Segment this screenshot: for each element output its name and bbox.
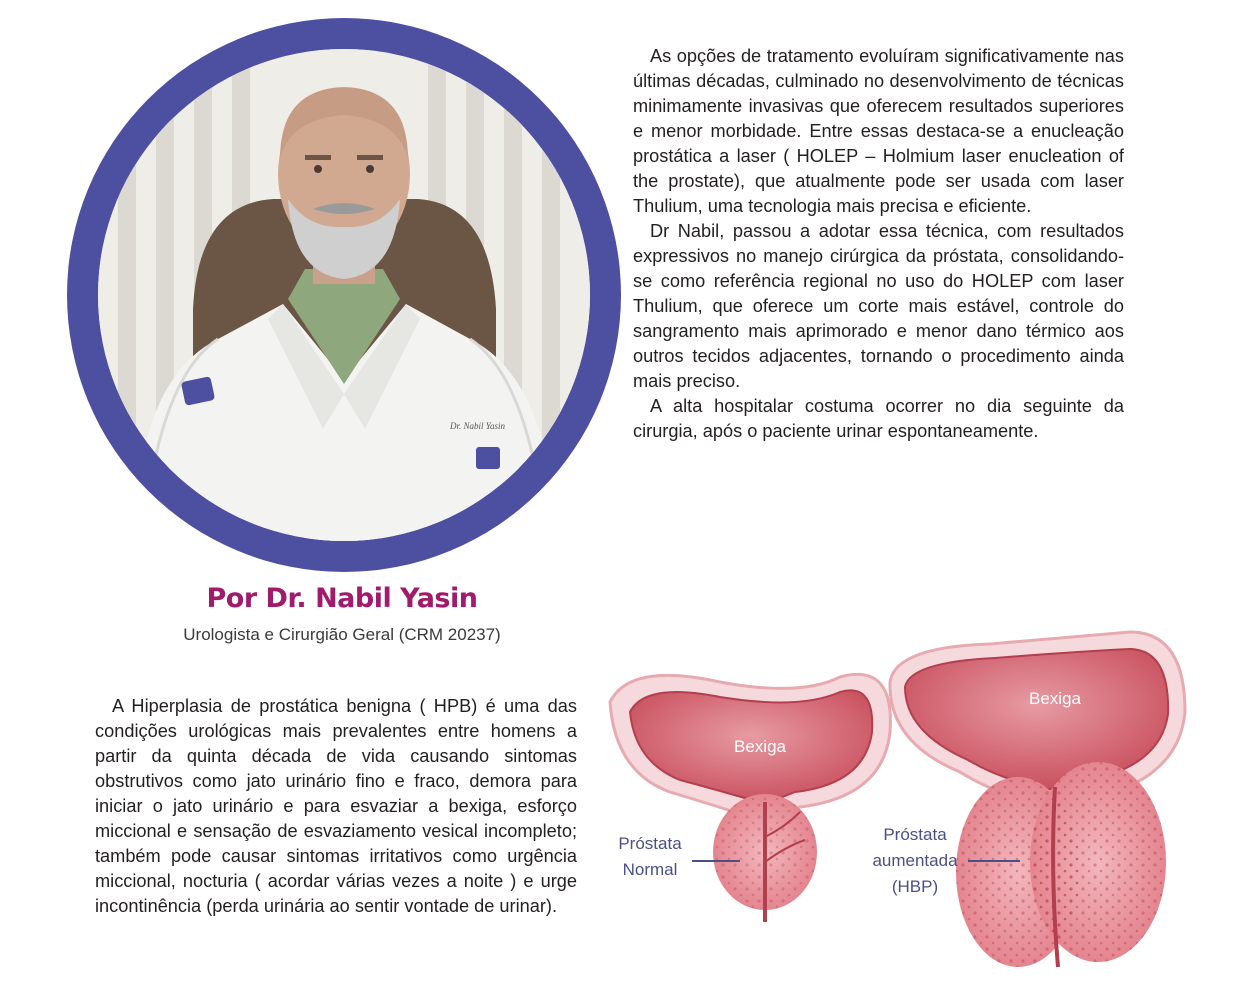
enlarged-anatomy [872, 632, 1185, 967]
enlarged-bladder-label: Bexiga [1029, 689, 1081, 708]
normal-prostate-label-1: Próstata [618, 834, 682, 853]
doctor-photo [98, 49, 590, 541]
prostate-diagram [600, 622, 1200, 982]
normal-anatomy [610, 674, 890, 922]
paragraph: Dr Nabil, passou a adotar essa técnica, com resultados expressivos no manejo cirúrgica da próstata, consolidando-se como referência regional no uso do HOLEP com laser Thulium, que oferece um corte mais estável, controle do sangramento mais aprimorado e menor dano térmico aos outros tecidos adjacentes, tornando o procedimento ainda mais preciso. [633, 221, 1124, 391]
author-role: Urologista e Cirurgião Geral (CRM 20237) [183, 625, 501, 644]
normal-bladder-label: Bexiga [734, 737, 786, 756]
enlarged-prostate-label-3: (HBP) [891, 877, 939, 896]
enlarged-prostate-label-1: Próstata [883, 825, 947, 844]
paragraph: A alta hospitalar costuma ocorrer no dia seguinte da cirurgia, após o paciente urinar espontaneamente. [633, 396, 1124, 441]
coat-embroidery: Dr. Nabil Yasin [450, 421, 505, 431]
enlarged-prostate-label-2: aumentada [872, 851, 958, 870]
article-right-column [633, 44, 1124, 444]
author-name: Por Dr. Nabil Yasin [206, 583, 478, 614]
normal-prostate-label-2: Normal [622, 860, 678, 879]
paragraph: As opções de tratamento evoluíram significativamente nas últimas décadas, culminado no desenvolvimento de técnicas minimamente invasivas que oferecem resultados superiores e menor morbidade. Entre essas destaca-se a enucleação prostática a laser ( HOLEP – Holmium laser enucleation of the prostate), que atualmente pode ser usada com laser Thulium, uma tecnologia mais precisa e eficiente. [633, 46, 1124, 216]
article-left-column [95, 694, 577, 919]
paragraph: A Hiperplasia de prostática benigna ( HPB) é uma das condições urológicas mais prevalentes entre homens a partir da quinta década de vida causando sintomas obstrutivos como jato urinário fino e fraco, demora para iniciar o jato urinário e para esvaziar a bexiga, esforço miccional e sensação de esvaziamento vesical incompleto; também pode causar sintomas irritativos como urgência miccional, nocturia ( acordar várias vezes a noite ) e urge incontinência (perda urinária ao sentir vontade de urinar). [95, 696, 577, 916]
portrait-frame [67, 18, 621, 572]
